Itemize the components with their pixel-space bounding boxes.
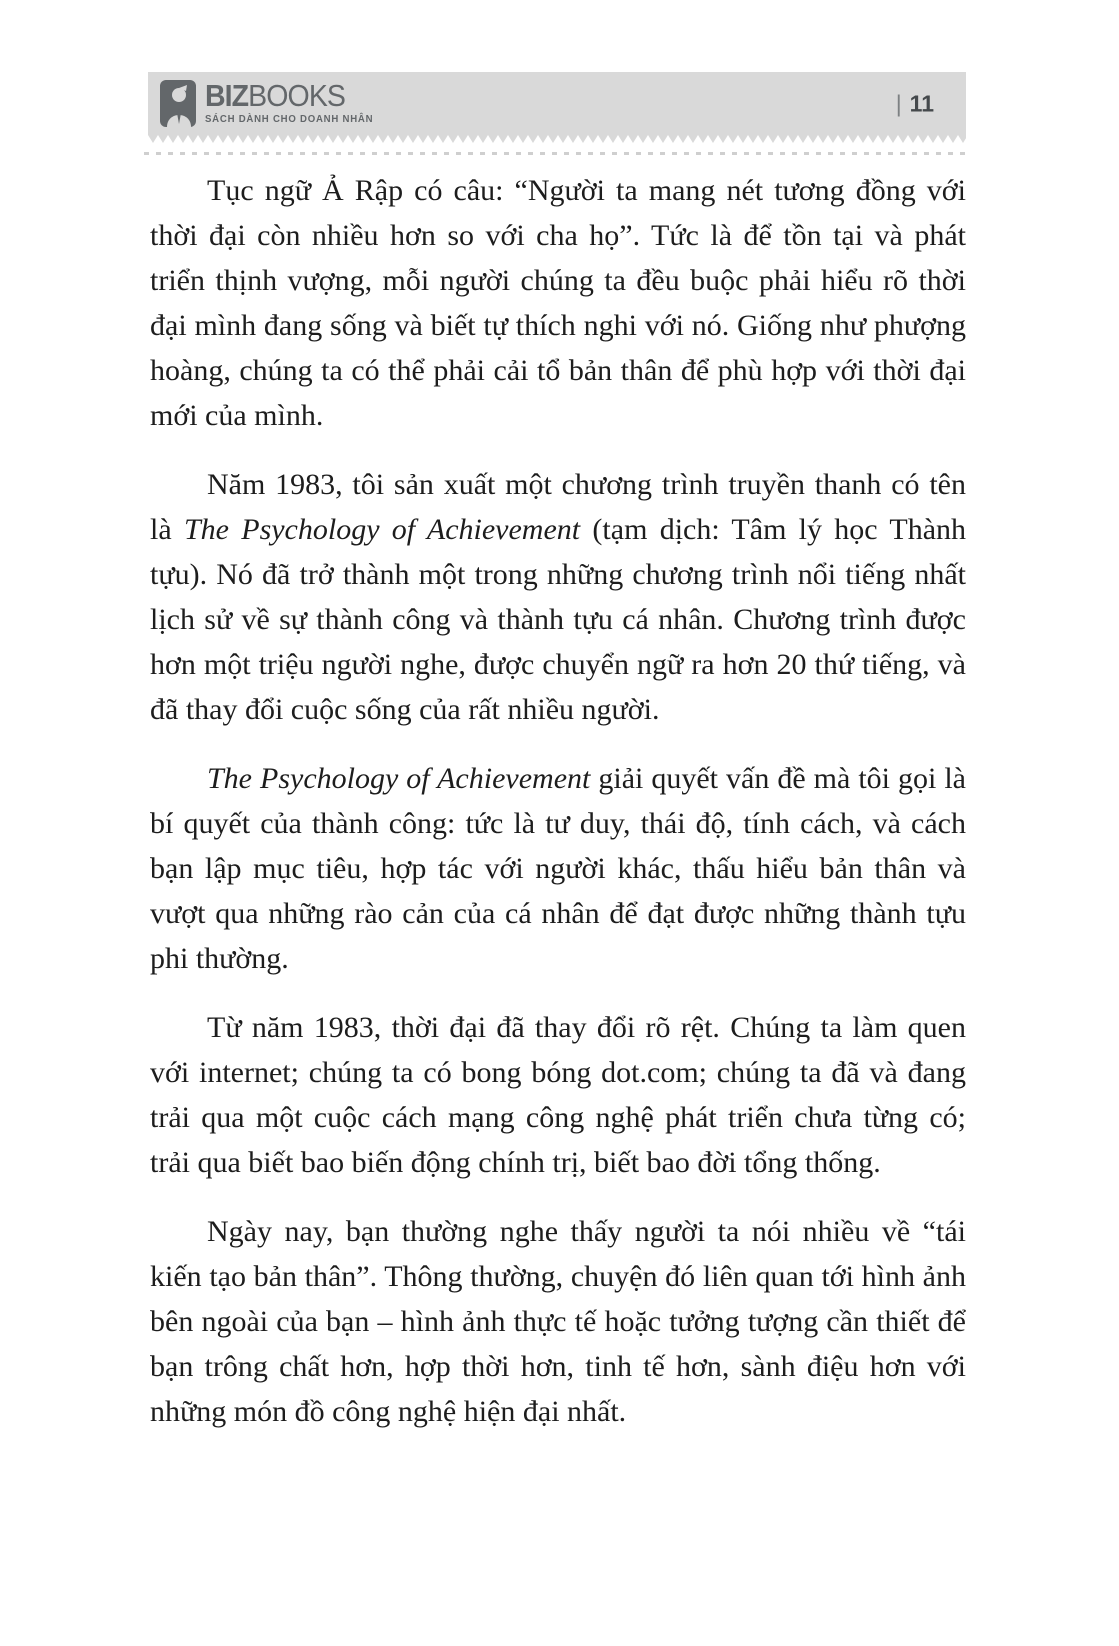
page-number: [896, 90, 934, 117]
text-run: Ngày nay, bạn thường nghe thấy người ta nói nhiều về “tái kiến tạo bản thân”. Thông thường, chuyện đó liên quan tới hình ảnh bên ngoài của bạn – hình ảnh thực tế hoặc tưởng tượng cần thiết để bạn trông chất hơn, hợp thời hơn, tinh tế hơn, sành điệu hơn với những món đồ công nghệ hiện đại nhất.: [150, 1215, 966, 1428]
text-run: giải quyết vấn đề mà tôi gọi là bí quyết của thành công: tức là tư duy, thái độ, tính cách, và cách bạn lập mục tiêu, hợp tác với người khác, thấu hiểu bản thân và vượt qua những rào cản của cá nhân để đạt được những thành tựu phi thường.: [150, 762, 966, 975]
logo-text-block: [205, 80, 380, 125]
businessman-icon: [160, 80, 196, 127]
brand-name: [205, 80, 366, 111]
text-run: Tục ngữ Ả Rập có câu: “Người ta mang nét tương đồng với thời đại còn nhiều hơn so với cha họ”. Tức là để tồn tại và phát triển thịnh vượng, mỗi người chúng ta đều buộc phải hiểu rõ thời đại mình đang sống và biết tự thích nghi với nó. Giống như phượng hoàng, chúng ta có thể phải cải tổ bản thân để phù hợp với thời đại mới của mình.: [150, 174, 966, 432]
text-run: Từ năm 1983, thời đại đã thay đổi rõ rệt. Chúng ta làm quen với internet; chúng ta có bong bóng dot.com; chúng ta đã và đang trải qua một cuộc cách mạng công nghệ phát triển chưa từng có; trải qua biết bao biến động chính trị, biết bao đời tổng thống.: [150, 1011, 966, 1179]
text-run: Năm 1983, tôi sản xuất một chương trình truyền thanh có tên là: [150, 468, 966, 546]
brand-books: BOOKS: [248, 78, 346, 113]
dotted-divider: [144, 152, 970, 155]
paragraph: [150, 756, 966, 981]
page-number-value: 11: [909, 90, 934, 116]
paragraph: [150, 1005, 966, 1185]
perforation-edge: [148, 135, 966, 143]
paragraph: [150, 168, 966, 438]
text-run: (tạm dịch: Tâm lý học Thành tựu). Nó đã trở thành một trong những chương trình nổi tiếng nhất lịch sử về sự thành công và thành tựu cá nhân. Chương trình được hơn một triệu người nghe, được chuyển ngữ ra hơn 20 thứ tiếng, và đã thay đổi cuộc sống của rất nhiều người.: [150, 513, 967, 726]
text-run: The Psychology of Achievement: [207, 762, 591, 795]
header-band: [148, 72, 966, 135]
paragraph: [150, 1209, 966, 1434]
brand-tagline: SÁCH DÀNH CHO DOANH NHÂN: [205, 114, 374, 125]
text-column: [150, 168, 966, 1458]
text-run: The Psychology of Achievement: [183, 513, 581, 546]
brand-biz: BIZ: [205, 78, 249, 113]
page-number-separator: |: [895, 90, 902, 116]
paragraph: [150, 462, 966, 732]
bizbooks-logo: [160, 80, 380, 127]
